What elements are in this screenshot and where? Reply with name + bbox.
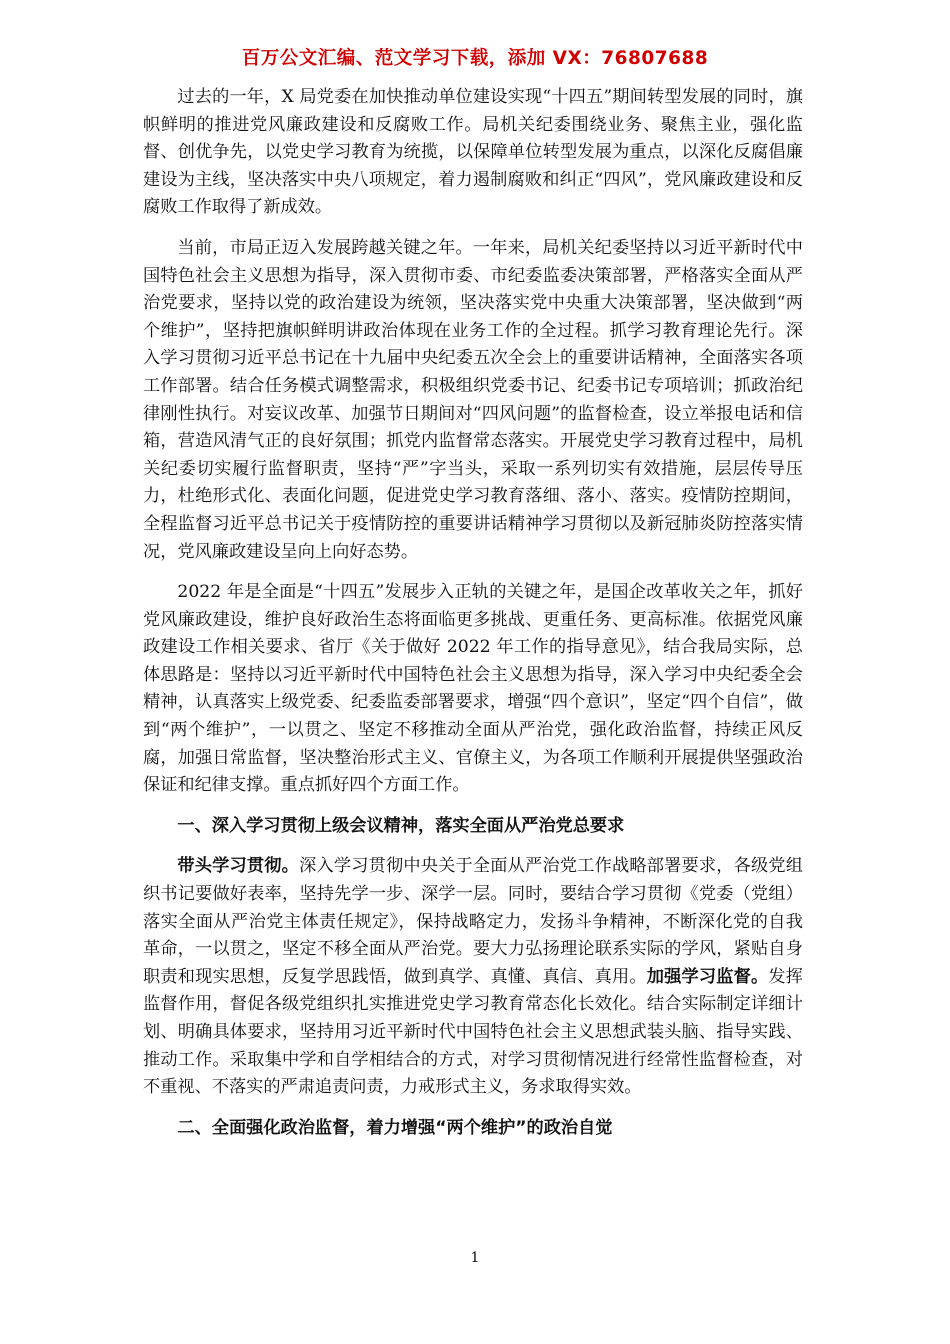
document-body — [143, 84, 803, 1155]
watermark-header: 百万公文汇编、范文学习下载，添加 VX：76807688 — [241, 48, 709, 69]
paragraph-3: 2022 年是全面是“十四五”发展步入正轨的关键之年，是国企改革收关之年，抓好党风廉政建设，维护良好政治生态将面临更多挑战、更重任务、更高标准。依据党风廉政建设工作相关要求、省厅《关于做好 2022 年工作的指导意见》，结合我局实际，总体思路是：坚持以习近平新时代中国特色社会主义思想为指导，深入学习中央纪委全会精神，认真落实上级党委、纪委监委部署要求，增强“四个意识”，坚定“四个自信”，做到“两个维护”，一以贯之、坚定不移推动全面从严治党，强化政治监督，持续正风反腐，加强日常监督，坚决整治形式主义、官僚主义，为各项工作顺利开展提供坚强政治保证和纪律支撑。重点抓好四个方面工作。 — [143, 582, 803, 796]
paragraph-4 — [143, 853, 803, 1101]
lead-phrase-supervision: 加强学习监督。 — [646, 966, 769, 987]
page-number: 1 — [470, 1250, 480, 1266]
paragraph-2: 当前，市局正迈入发展跨越关键之年。一年来，局机关纪委坚持以习近平新时代中国特色社会主义思想为指导，深入贯彻市委、市纪委监委决策部署，严格落实全面从严治党要求，坚持以党的政治建设为统领，坚决落实党中央重大决策部署，坚决做到“两个维护”，坚持把旗帜鲜明讲政治体现在业务工作的全过程。抓学习教育理论先行。深入学习贯彻习近平总书记在十九届中央纪委五次全会上的重要讲话精神，全面落实各项工作部署。结合任务模式调整需求，积极组织党委书记、纪委书记专项培训；抓政治纪律刚性执行。对妄议改革、加强节日期间对“四风问题”的监督检查，设立举报电话和信箱，营造风清气正的良好氛围；抓党内监督常态落实。开展党史学习教育过程中，局机关纪委切实履行监督职责，坚持“严”字当头，采取一系列切实有效措施，层层传导压力，杜绝形式化、表面化问题，促进党史学习教育落细、落小、落实。疫情防控期间，全程监督习近平总书记关于疫情防控的重要讲话精神学习贯彻以及新冠肺炎防控落实情况，党风廉政建设呈向上向好态势。 — [143, 237, 803, 562]
section-heading-2: 二、全面强化政治监督，着力增强“两个维护”的政治自觉 — [177, 1117, 613, 1138]
paragraph-4-text-1: 深入学习贯彻中央关于全面从严治党工作战略部署要求，各级党组织书记要做好表率，坚持先学一步、深学一层。同时，要结合学习贯彻《党委（党组）落实全面从严治党主体责任规定》，保持战略定力，发扬斗争精神，不断深化党的自我革命，一以贯之，坚定不移全面从严治党。要大力弘扬理论联系实际的学风，紧贴自身职责和现实思想，反复学思践悟，做到真学、真懂、真信、真用。 — [143, 856, 803, 987]
section-heading-1: 一、深入学习贯彻上级会议精神，落实全面从严治党总要求 — [177, 815, 625, 836]
paragraph-1: 过去的一年，X 局党委在加快推动单位建设实现“十四五”期间转型发展的同时，旗帜鲜明的推进党风廉政建设和反腐败工作。局机关纪委围绕业务、聚焦主业，强化监督、创优争先，以党史学习教育为统揽，以保障单位转型发展为重点，以深化反腐倡廉建设为主线，坚决落实中央八项规定，着力遏制腐败和纠正“四风”，党风廉政建设和反腐败工作取得了新成效。 — [143, 87, 803, 218]
paragraph-4-text-2: 发挥监督作用，督促各级党组织扎实推进党史学习教育常态化长效化。结合实际制定详细计划、明确具体要求，坚持用习近平新时代中国特色社会主义思想武装头脑、指导实践、推动工作。采取集中学和自学相结合的方式，对学习贯彻情况进行经常性监督检查，对不重视、不落实的严肃追责问责，力戒形式主义，务求取得实效。 — [143, 966, 803, 1098]
lead-phrase-study: 带头学习贯彻。 — [177, 856, 300, 877]
